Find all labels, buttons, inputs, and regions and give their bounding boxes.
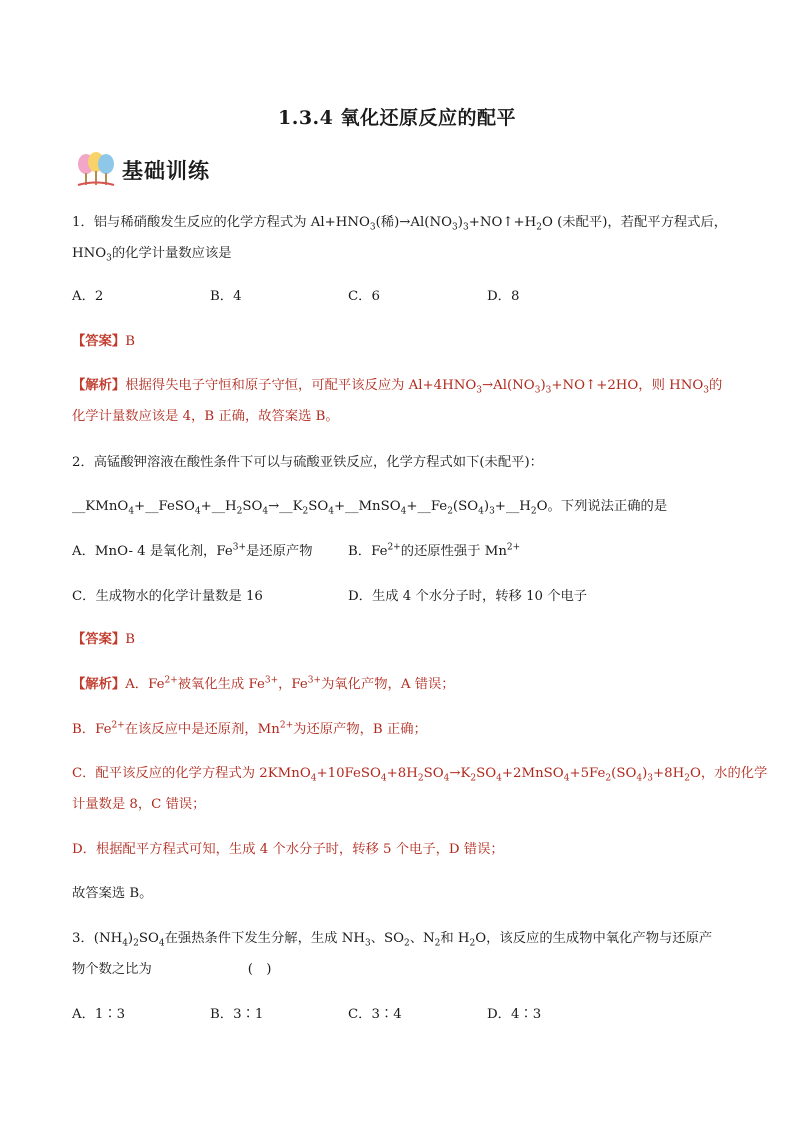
q1-option-d[interactable]: D．8 — [487, 289, 520, 304]
q1-option-b[interactable]: B．4 — [210, 289, 242, 304]
q3-stem-line2: 物个数之比为 ( ) — [72, 962, 272, 977]
q1-option-c[interactable]: C．6 — [348, 289, 380, 304]
q1-stem-line1: 1．铝与稀硝酸发生反应的化学方程式为 $Al+HNO_3$(稀)$\to Al(NO_3)_3+NO↑+H_2O$ (未配平)，若配平方程式后， — [72, 215, 728, 233]
q2-analysis-line1: 【解析】A．$Fe^{2+}$被氧化生成 $Fe^{3+}$，$Fe^{3+}$为氧化产物，A 错误； — [72, 675, 455, 692]
section-label: 基础训练 — [122, 159, 210, 183]
q2-option-d[interactable]: D．生成 4 个水分子时，转移 10 个电子 — [348, 589, 588, 604]
page-title: 1.3.4 氧化还原反应的配平 — [277, 107, 516, 129]
q2-option-a[interactable]: A．MnO- 4 是氧化剂，$Fe^{3+}$是还原产物 — [72, 542, 313, 559]
q1-stem-line2: $HNO_3$的化学计量数应该是 — [72, 246, 232, 264]
q2-option-b[interactable]: B．$Fe^{2+}$的还原性强于 $Mn^{2+}$ — [348, 542, 521, 559]
q1-answer: 【答案】B — [72, 334, 135, 349]
q1-analysis-line1: 【解析】根据得失电子守恒和原子守恒，可配平该反应为 $Al+4HNO_3\to Al(NO_3)_3+NO↑+2HO$，则 $HNO_3$的 — [72, 378, 723, 396]
q3-answer-blank: ( ) — [247, 962, 272, 977]
q1-analysis-line2: 化学计量数应该是 4，B 正确，故答案选 B。 — [72, 409, 339, 424]
q2-answer: 【答案】B — [72, 632, 135, 647]
q2-analysis-line2: B．$Fe^{2+}$在该反应中是还原剂，$Mn^{2+}$为还原产物，B 正确； — [72, 720, 427, 737]
q3-option-b[interactable]: B．3∶1 — [210, 1007, 264, 1022]
q2-equation: $\_\_KMnO_4+\_\_FeSO_4+\_\_H_2SO_4\to\_\_K_2SO_4+\_\_MnSO_4+\_\_Fe_2(SO_4)_3+\_\_H_2O$。下列说法正确的是 — [72, 499, 668, 517]
q2-conclusion: 故答案选 B。 — [72, 886, 153, 901]
q3-stem-line1: 3．$(NH_4)_2SO_4$在强热条件下发生分解，生成 $NH_3$、$SO_2$、$N_2$和 $H_2O$，该反应的生成物中氧化产物与还原产 — [72, 931, 713, 949]
q2-analysis-line5: D．根据配平方程式可知，生成 4 个水分子时，转移 5 个电子，D 错误； — [72, 842, 504, 857]
q2-stem: 2．高锰酸钾溶液在酸性条件下可以与硫酸亚铁反应，化学方程式如下(未配平)： — [72, 455, 543, 470]
q2-analysis-line3: C．配平该反应的化学方程式为 $2KMnO_4+10FeSO_4+8H_2SO_4\to K_2SO_4+2MnSO_4+5Fe_2(SO_4)_3+8H_2O$，水的化学 — [72, 766, 768, 784]
popsicle-icon — [74, 152, 118, 188]
q1-option-a[interactable]: A．2 — [72, 289, 104, 304]
q2-analysis-line4: 计量数是 8，C 错误； — [72, 797, 206, 812]
q3-option-c[interactable]: C．3∶4 — [348, 1007, 402, 1022]
q3-option-a[interactable]: A．1∶3 — [72, 1007, 126, 1022]
q3-option-d[interactable]: D．4∶3 — [487, 1007, 542, 1022]
q2-option-c[interactable]: C．生成物水的化学计量数是 16 — [72, 589, 263, 604]
section-banner — [74, 151, 210, 189]
